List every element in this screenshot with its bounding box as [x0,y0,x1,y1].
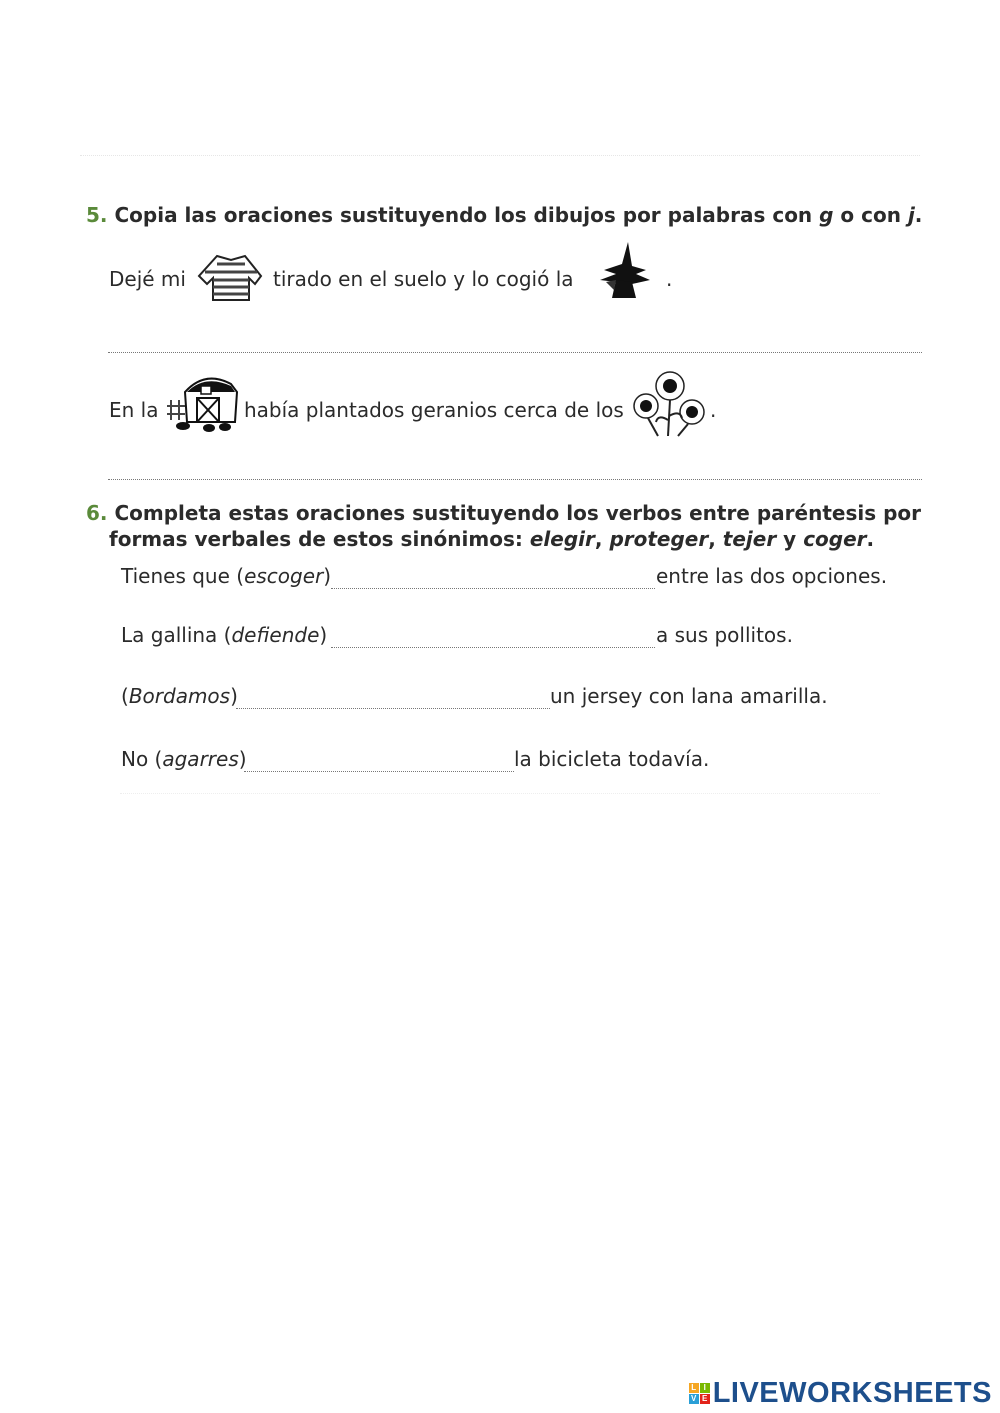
exercise-5-title [86,202,922,228]
answer-line-1[interactable] [108,324,922,353]
farm-icon [165,370,243,434]
liveworksheets-wordmark: LIVEWORKSHEETS [712,1376,992,1409]
exercise-5-number: 5. [86,203,108,227]
sentence-1-end: . [666,267,673,291]
comma-2: , [708,527,723,551]
sweater-icon [195,250,267,304]
synonym-proteger: proteger [609,527,709,551]
item-4-verb: agarres [162,747,239,771]
item-3-verb: Bordamos [128,684,231,708]
exercise-6-title [86,500,921,526]
letter-g: g [819,203,834,227]
exercise-5-period: . [914,203,923,227]
exercise-6-instruction-line1: Completa estas oraciones sustituyendo los verbos entre paréntesis por [114,501,921,525]
item-2-suffix: a sus pollitos. [656,623,793,647]
header-divider [80,155,920,156]
exercise-6-instruction-line2: formas verbales de estos sinónimos: [109,527,530,551]
mark-letter-i: I [700,1383,710,1393]
mark-letter-v: V [689,1394,699,1404]
item-3-suffix: un jersey con lana amarilla. [550,684,828,708]
answer-line-2[interactable] [108,451,922,480]
item-4-prefix: No (agarres) [121,747,247,771]
synonym-elegir: elegir [529,527,595,551]
item-3-prefix: (Bordamos) [121,684,238,708]
exercise-5-instruction-mid: o con [833,203,908,227]
mark-letter-l: L [689,1383,699,1393]
sentence-1-middle: tirado en el suelo y lo cogió la [273,267,574,291]
sentence-1-before: Dejé mi [109,267,186,291]
synonym-coger: coger [803,527,867,551]
conjunction-y: y [776,527,804,551]
synonym-tejer: tejer [722,527,777,551]
exercise-5-instruction: Copia las oraciones sustituyendo los dibujos por palabras con [114,203,820,227]
item-2-verb: defiende [231,623,320,647]
answer-input-1[interactable] [331,562,655,589]
answer-input-4[interactable] [244,745,514,772]
mark-letter-e: E [700,1394,710,1404]
comma-1: , [594,527,610,551]
item-1-prefix: Tienes que (escoger) [121,564,332,588]
letter-j: j [907,203,915,227]
liveworksheets-logo [689,1378,992,1408]
witch-icon [592,240,658,302]
item-1-suffix: entre las dos opciones. [656,564,888,588]
sunflowers-icon [630,370,708,438]
exercise-6-period: . [866,527,875,551]
sentence-2-before: En la [109,398,159,422]
answer-input-2[interactable] [331,621,655,648]
item-4-suffix: la bicicleta todavía. [514,747,710,771]
sentence-2-end: . [710,398,717,422]
answer-input-3[interactable] [236,682,550,709]
section-divider [120,793,880,794]
item-1-verb: escoger [244,564,324,588]
liveworksheets-mark-icon [689,1383,710,1404]
item-2-prefix: La gallina (defiende) [121,623,328,647]
exercise-6-number: 6. [86,501,108,525]
sentence-2-middle: había plantados geranios cerca de los [244,398,624,422]
exercise-6-title-line2 [109,526,874,552]
